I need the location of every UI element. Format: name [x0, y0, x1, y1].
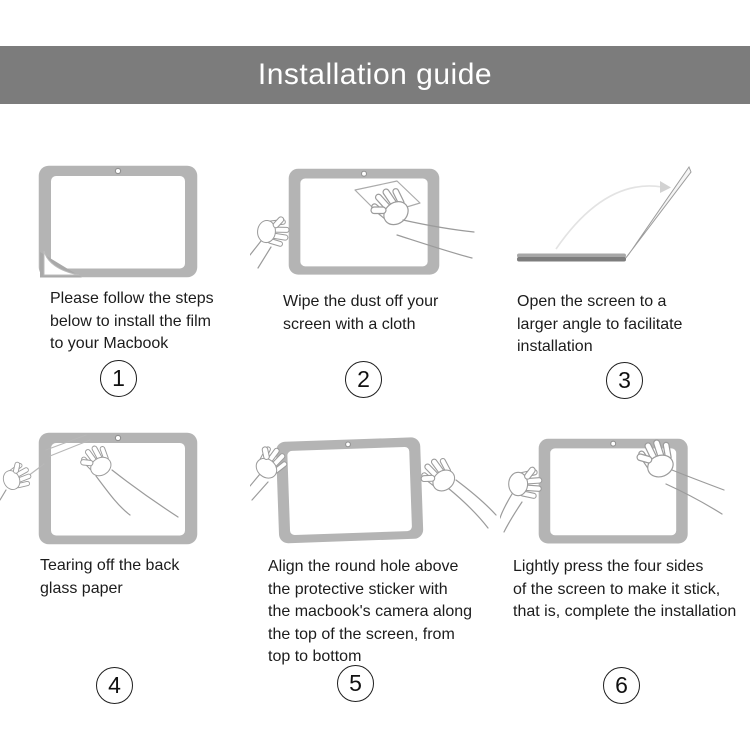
step-number-badge: 4: [96, 667, 133, 704]
caption-line: Open the screen to a: [517, 293, 667, 310]
align-film-to-camera-icon: [250, 420, 500, 555]
caption-line: larger angle to facilitate: [517, 315, 683, 333]
caption-line: to your Macbook: [50, 335, 169, 352]
caption-line: the protective sticker with: [268, 580, 448, 598]
step-number-badge: 6: [603, 667, 640, 704]
open-laptop-wide-angle-icon: [490, 150, 750, 280]
caption-line: the macbook's camera along: [268, 603, 473, 620]
caption-line: below to install the film: [50, 312, 211, 330]
step-caption: [50, 288, 214, 356]
caption-line: glass paper: [40, 579, 123, 597]
step-caption: [283, 291, 438, 336]
caption-line: Please follow the steps: [50, 290, 214, 307]
page-title: Installation guide: [257, 58, 493, 91]
caption-line: installation: [517, 338, 593, 355]
caption-line: the top of the screen, from: [268, 625, 455, 643]
caption-line: that is, complete the installation: [513, 603, 737, 620]
caption-line: Lightly press the four sides: [513, 558, 704, 575]
wipe-screen-with-cloth-icon: [250, 150, 490, 285]
step-number-badge: 2: [345, 361, 382, 398]
caption-line: screen with a cloth: [283, 315, 416, 333]
step-caption: [517, 291, 682, 359]
step-caption: [268, 556, 472, 669]
step-caption: [40, 555, 179, 600]
step-caption: [513, 556, 736, 624]
step-number-badge: 3: [606, 362, 643, 399]
caption-line: Wipe the dust off your: [283, 293, 439, 310]
tear-off-back-paper-icon: [0, 420, 250, 555]
caption-line: top to bottom: [268, 648, 362, 665]
tablet-film-corner-peel-icon: [0, 150, 250, 280]
caption-line: Align the round hole above: [268, 558, 459, 575]
step-number-badge: 1: [100, 360, 137, 397]
press-four-sides-icon: [500, 420, 750, 555]
step-number-badge: 5: [337, 665, 374, 702]
caption-line: Tearing off the back: [40, 557, 180, 574]
caption-line: of the screen to make it stick,: [513, 580, 721, 598]
header-banner: [0, 46, 750, 104]
